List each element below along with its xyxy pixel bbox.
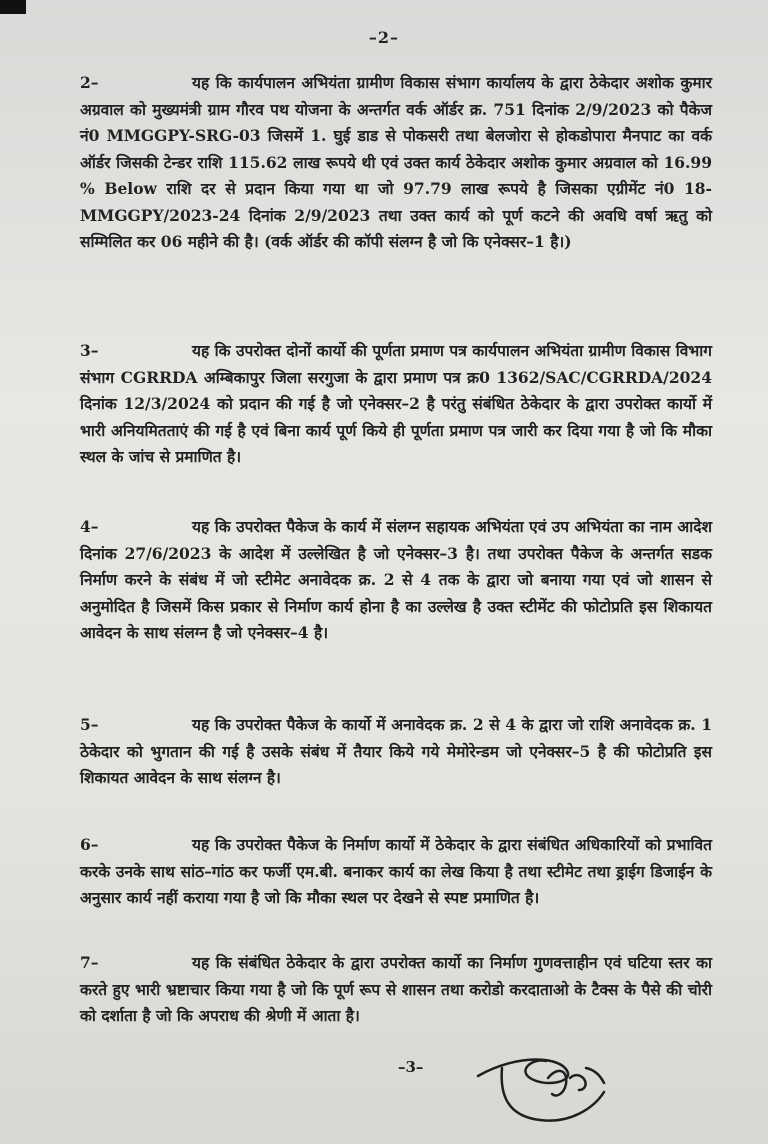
paragraph-3 — [80, 338, 712, 471]
paragraph-text-end: है। — [313, 623, 329, 642]
paragraph-text: यह कि संबंधित ठेकेदार के द्वारा उपरोक्त कार्यो का निर्माण गुणवत्ताहीन एवं घटिया स्तर का करते हुए भारी भ्रष्टाचार किया गया है जो कि पूर्ण रूप से शासन तथा करोडो करदाताओ के टैक्स के पैसे की चोरी को दर्शाता है जो कि अपराध की श्रेणी में आता है। — [80, 953, 712, 1025]
annexure-reference: एनेक्सर–1 — [483, 232, 545, 251]
paragraph-7 — [80, 950, 712, 1030]
paragraph-text: यह कि उपरोक्त पैकेज के निर्माण कार्यो में ठेकेदार के द्वारा संबंधित अधिकारियों को प्रभावित करके उनके साथ सांठ–गांठ कर फर्जी एम.बी. बनाकर कार्य का लेख किया है तथा स्टीमेट तथा ड्राईग डिजाईन के अनुसार कार्य नहीं कराया गया है जो कि मौका स्थल पर देखने से स्पष्ट प्रमाणित है। — [80, 835, 712, 907]
paragraph-text-continued: है। तथा उपरोक्त पैकेज के अन्तर्गत सडक निर्माण करने के संबंध में जो स्टीमेट अनावेदक क्र. 2 से 4 तक के द्वारा जो बनाया गया एवं जो शासन से अनुमोदित है जिसमें किस प्रकार से निर्माण कार्य होना है का उल्लेख है उक्त स्टीमेंट की फोटोप्रति इस शिकायत आवेदन के साथ संलग्न है जो — [80, 543, 712, 642]
paragraph-text: यह कि उपरोक्त पैकेज के कार्य में संलग्न सहायक अभियंता एवं उप अभियंता का नाम आदेश दिनांक 27/6/2023 के आदेश में उल्लेखित है जो — [80, 517, 712, 563]
paragraph-text: यह कि उपरोक्त पैकेज के कार्यो में अनावेदक क्र. 2 से 4 के द्वारा जो राशि अनावेदक क्र. 1 ठेकेदार को भुगतान की गई है उसके संबंध में तैयार किये गये मेमोरेन्डम जो — [80, 715, 712, 761]
page-number: –2– — [368, 28, 400, 47]
paragraph-2 — [80, 70, 712, 256]
next-page-indicator: –3– — [398, 1058, 424, 1076]
paragraph-number: 2– — [80, 73, 99, 92]
annexure-reference: एनेक्सर–5 — [529, 741, 591, 761]
paragraph-number: 6– — [80, 835, 99, 854]
paragraph-number: 4– — [80, 517, 99, 536]
dark-corner-shadow — [0, 0, 26, 14]
paragraph-5 — [80, 712, 712, 792]
annexure-reference: एनेक्सर–2 — [358, 394, 420, 413]
paragraph-text: यह कि उपरोक्त दोनों कार्यो की पूर्णता प्रमाण पत्र कार्यपालन अभियंता ग्रामीण विकास विभाग संभाग CGRRDA अम्बिकापुर जिला सरगुजा के द्वारा प्रमाण पत्र क्र0 1362/SAC/CGRRDA/2024 दिनांक 12/3/2024 को प्रदान की गई है जो — [80, 341, 712, 413]
paragraph-text-continued: है।) — [550, 232, 572, 251]
annexure-reference: एनेक्सर–3 — [397, 543, 458, 563]
paragraph-6 — [80, 832, 712, 912]
annexure-reference-secondary: एनेक्सर–4 — [247, 623, 309, 642]
paragraph-number: 3– — [80, 341, 99, 360]
paragraph-text: यह कि कार्यपालन अभियंता ग्रामीण विकास संभाग कार्यालय के द्वारा ठेकेदार अशोक कुमार अग्रवाल को मुख्यमंत्री ग्राम गौरव पथ योजना के अन्तर्गत वर्क ऑर्डर क्र. 751 दिनांक 2/9/2023 को पैकेज नं0 MMGGPY-SRG-03 जिसमें 1. घुई डाड से पोकसरी तथा बेलजोरा से होकडोपारा मैनपाट का वर्क ऑर्डर जिसकी टेन्डर राशि 115.62 लाख रूपये थी एवं उक्त कार्य ठेकेदार अशोक कुमार अग्रवाल को 16.99 % Below राशि दर से प्रदान किया गया था जो 97.79 लाख रूपये है जिसका एग्रीमेंट नं0 18-MMGGPY/2023-24 दिनांक 2/9/2023 तथा उक्त कार्य को पूर्ण कटने की अवधि वर्षा ऋतु को सम्मिलित कर 06 महीने की है। (वर्क ऑर्डर की कॉपी संलग्न है जो कि — [80, 73, 712, 251]
paragraph-text-continued: है की फोटोप्रति इस शिकायत आवेदन के साथ संलग्न है। — [80, 741, 712, 787]
paragraph-number: 5– — [80, 715, 99, 734]
handwritten-signature — [448, 1048, 618, 1138]
paragraph-4 — [80, 514, 712, 647]
paragraph-number: 7– — [80, 953, 99, 972]
paragraph-text-continued: है परंतु संबंधित ठेकेदार के द्वारा उपरोक्त कार्यो में भारी अनियमितताएं की गई है एवं बिना कार्य पूर्ण किये ही पूर्णता प्रमाण पत्र जारी कर दिया गया है जो कि मौका स्थल के जांच से प्रमाणित है। — [80, 394, 712, 466]
